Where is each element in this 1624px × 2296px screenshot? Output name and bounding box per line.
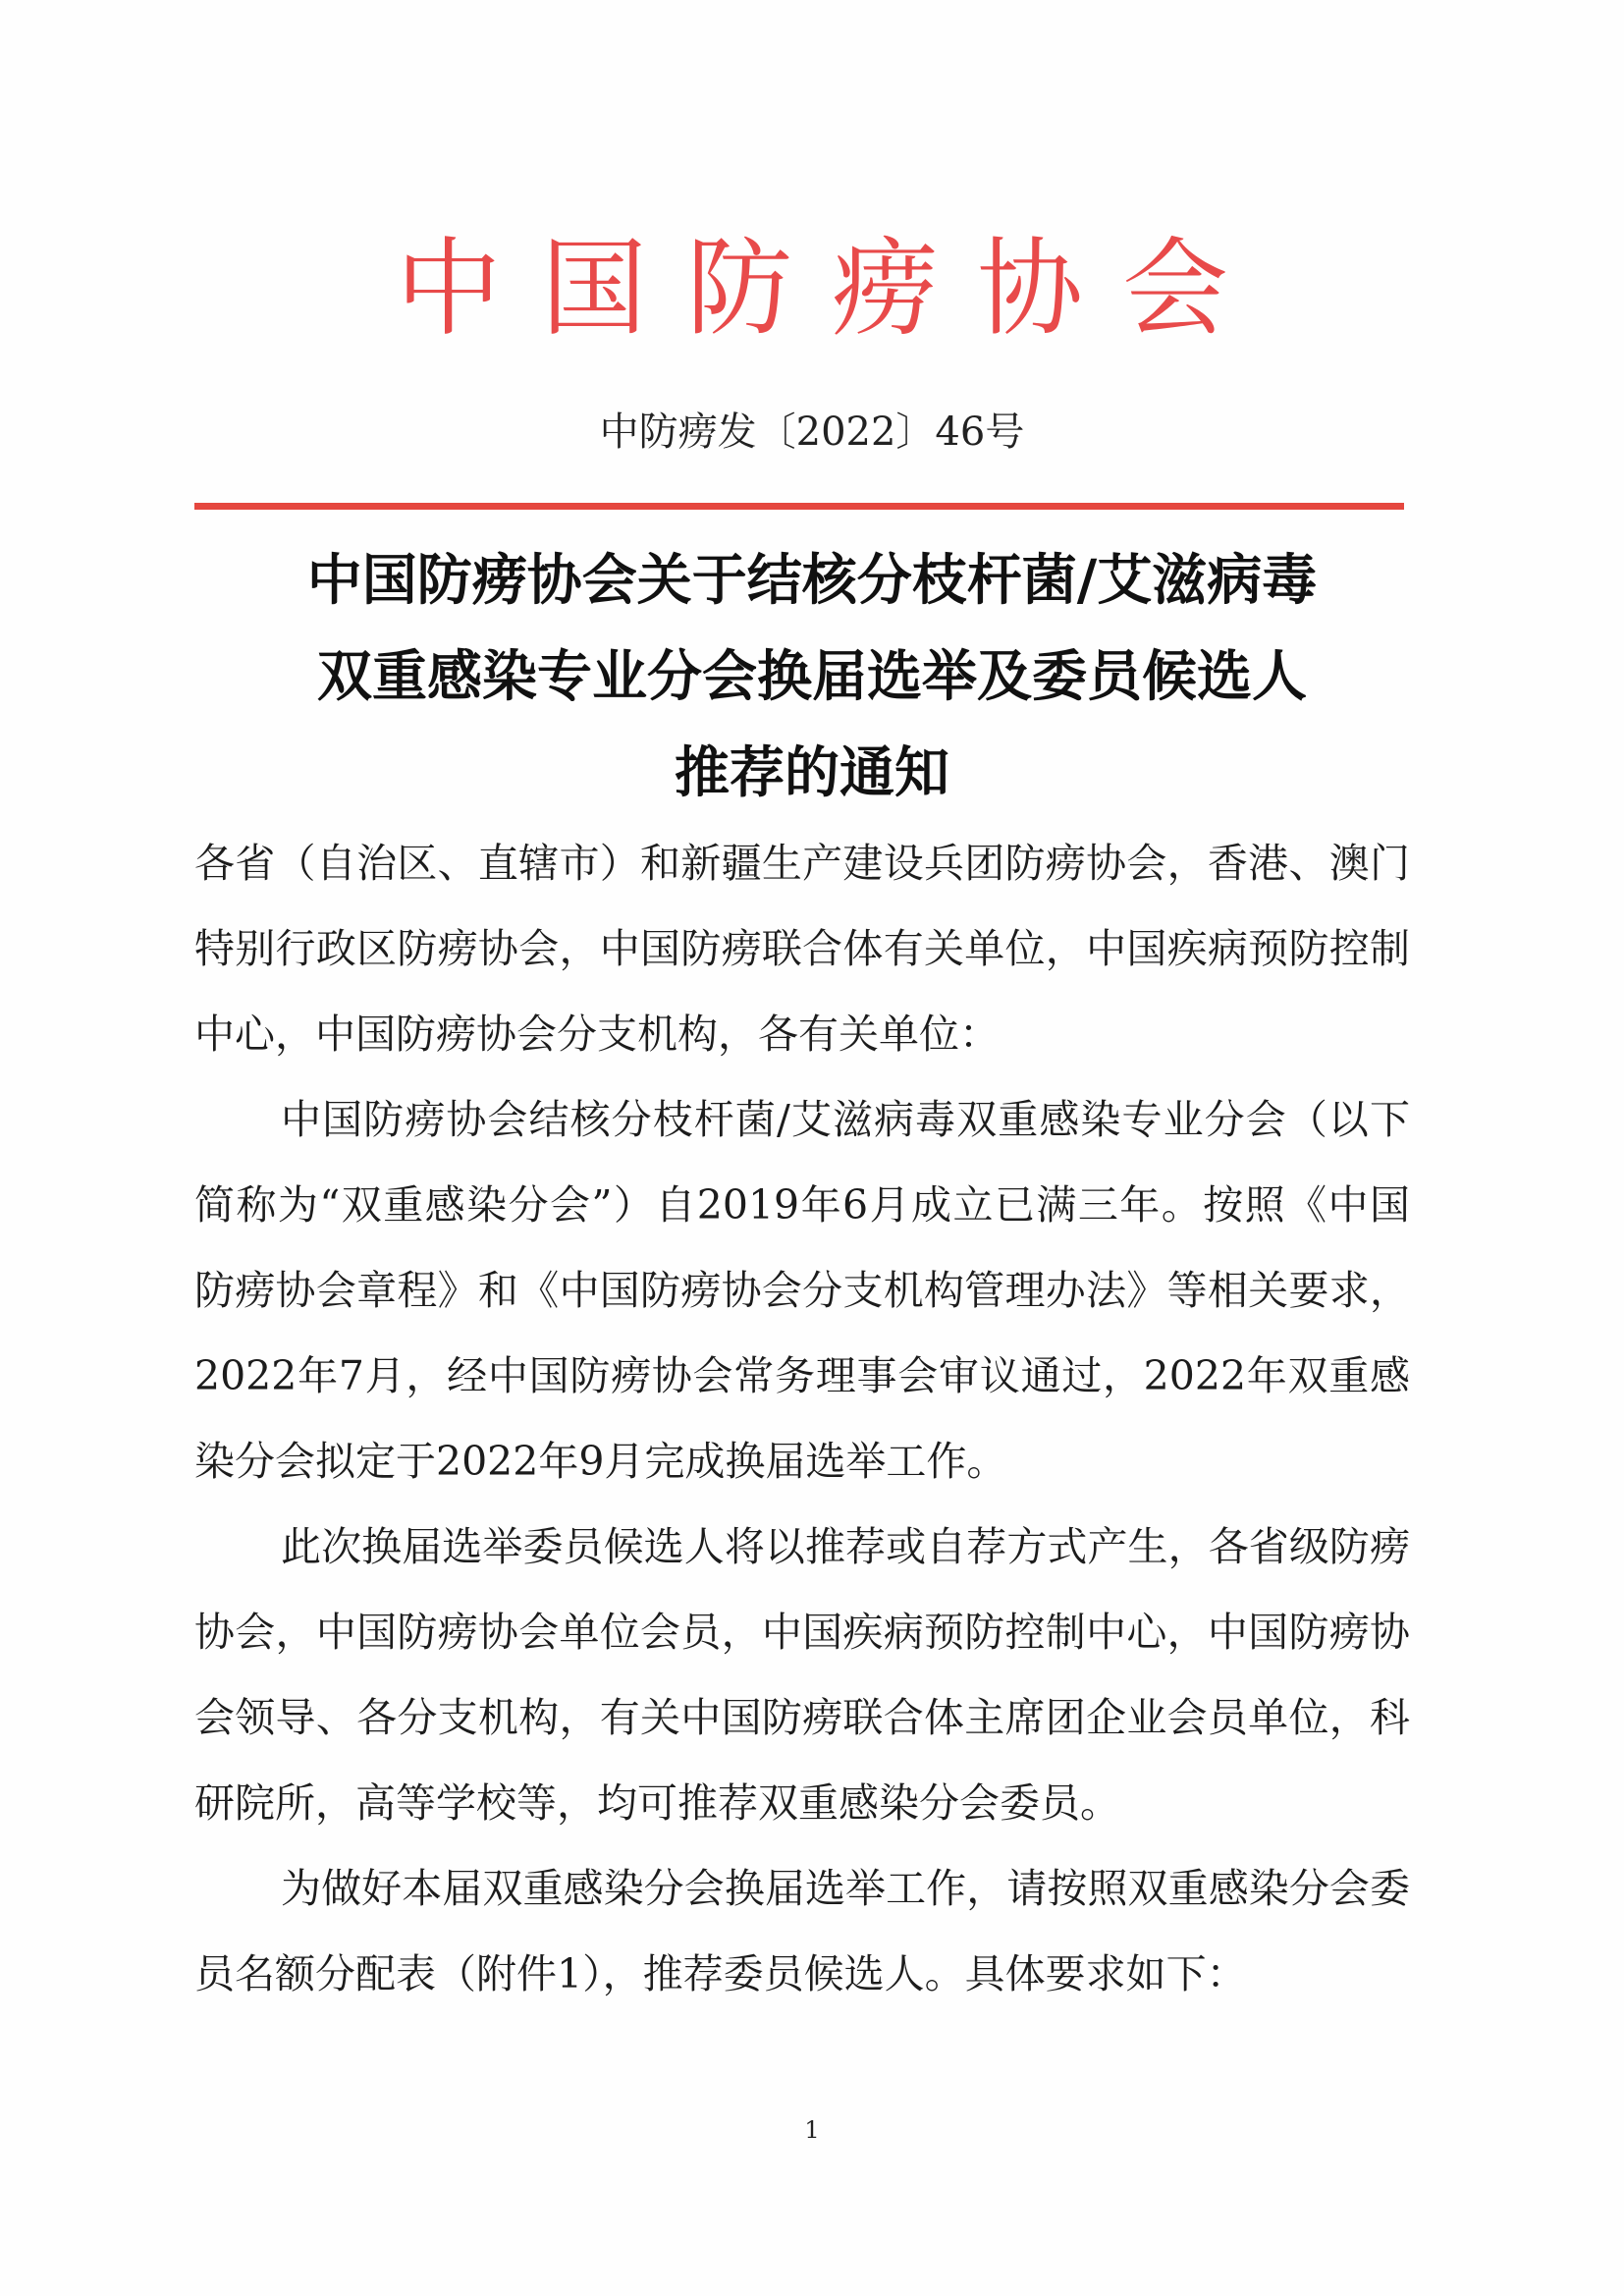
red-divider-line: [194, 503, 1404, 510]
body-paragraph: 中国防痨协会结核分枝杆菌/艾滋病毒双重感染专业分会（以下简称为“双重感染分会”）自2019年6月成立已满三年。按照《中国防痨协会章程》和《中国防痨协会分支机构管理办法》等相关要求，2022年7月，经中国防痨协会常务理事会审议通过，2022年双重感染分会拟定于2022年9月完成换届选举工作。: [194, 1096, 1410, 1485]
page-number: 1: [804, 2116, 820, 2144]
salutation-paragraph: 各省（自治区、直辖市）和新疆生产建设兵团防痨协会，香港、澳门特别行政区防痨协会，中国防痨联合体有关单位，中国疾病预防控制中心，中国防痨协会分支机构，各有关单位：: [194, 840, 1410, 1058]
document-body: [194, 821, 1410, 2017]
title-line-1: 中国防痨协会关于结核分枝杆菌/艾滋病毒: [306, 548, 1318, 613]
body-paragraph: 为做好本届双重感染分会换届选举工作，请按照双重感染分会委员名额分配表（附件1），推荐委员候选人。具体要求如下：: [194, 1865, 1410, 1997]
document-title: [196, 532, 1428, 821]
organization-header: 中国防痨协会: [395, 228, 1268, 351]
body-paragraph: 此次换届选举委员候选人将以推荐或自荐方式产生，各省级防痨协会，中国防痨协会单位会员，中国疾病预防控制中心，中国防痨协会领导、各分支机构，有关中国防痨联合体主席团企业会员单位，科研院所，高等学校等，均可推荐双重感染分会委员。: [194, 1523, 1410, 1827]
document-number: 中防痨发〔2022〕46号: [599, 410, 1025, 455]
title-line-2: 双重感染专业分会换届选举及委员候选人: [317, 644, 1307, 709]
title-line-3: 推荐的通知: [675, 740, 949, 805]
